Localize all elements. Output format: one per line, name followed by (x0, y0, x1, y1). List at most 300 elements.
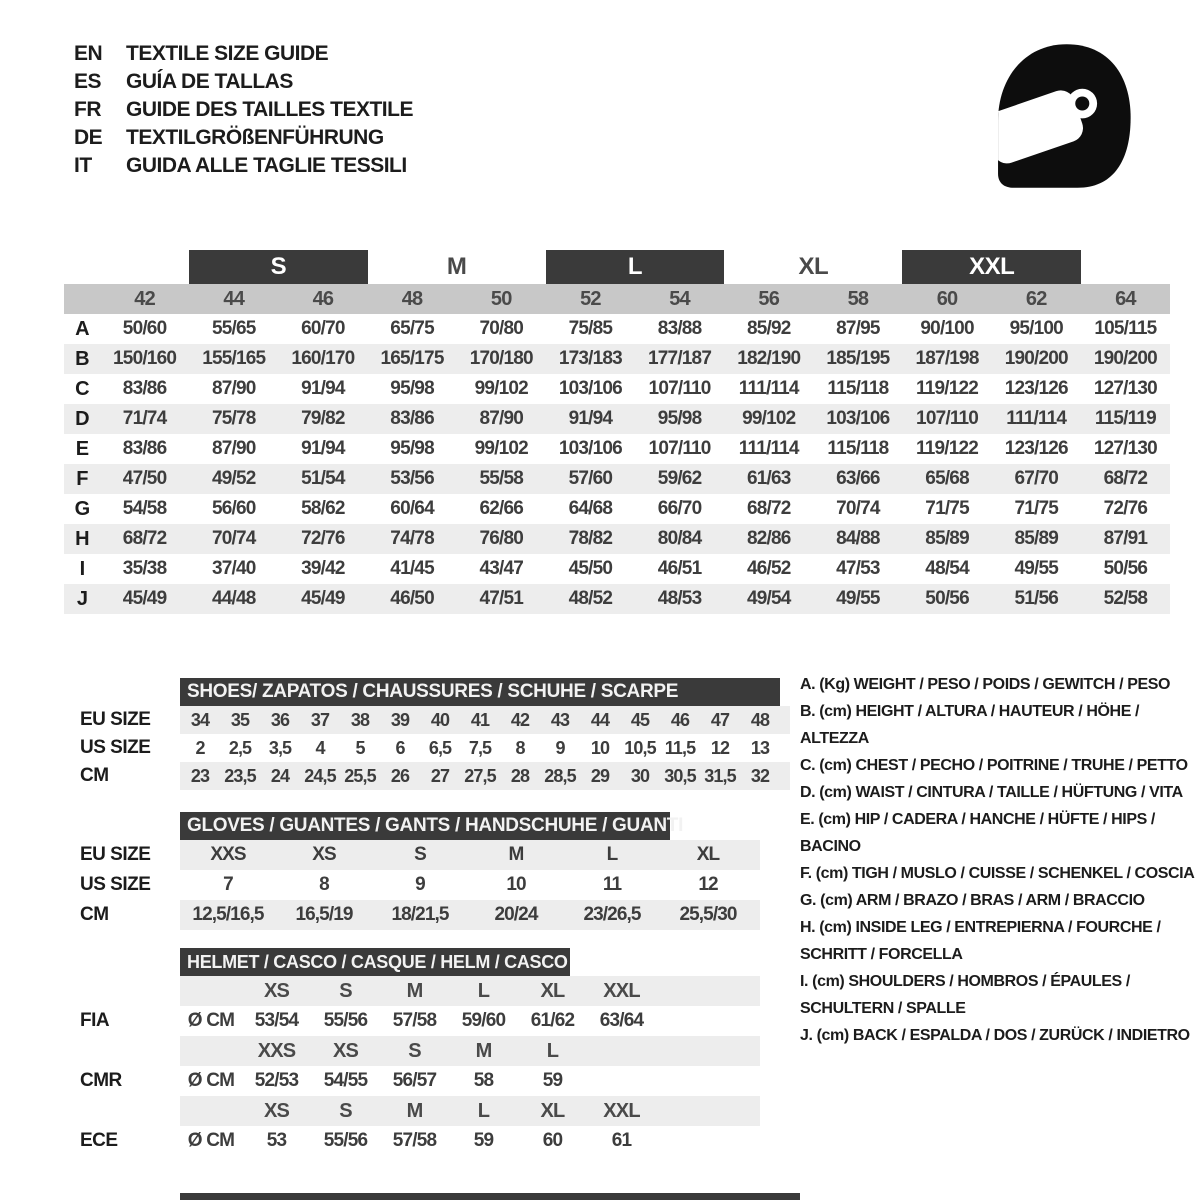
gloves-cell: 12,5/16,5 (192, 904, 264, 925)
helmet-standard-row (80, 1126, 760, 1156)
size-number: 48 (401, 287, 423, 310)
size-cell: 43/47 (479, 558, 524, 579)
size-cell: 70/80 (479, 318, 524, 339)
size-cell: 48/54 (925, 558, 969, 579)
standard-spacer (80, 1096, 180, 1126)
size-cell: 57/60 (568, 468, 613, 489)
size-cell: 54/58 (122, 498, 167, 519)
language-code: EN (74, 42, 103, 65)
size-cell: 99/102 (474, 378, 528, 399)
size-number: 54 (669, 287, 690, 310)
size-cell: 170/180 (469, 348, 533, 369)
shoes-cell: 8 (515, 737, 525, 758)
size-row (64, 554, 1170, 584)
language-code: DE (74, 126, 103, 149)
size-cell: 95/98 (390, 378, 434, 399)
shoes-values (180, 734, 790, 762)
gloves-row (80, 840, 760, 870)
size-cell: 55/58 (479, 468, 524, 489)
unit-spacer (180, 1036, 242, 1066)
helmet-size-label: XS (332, 1039, 359, 1062)
size-cell: 83/86 (122, 378, 167, 399)
shoes-cell: 29 (590, 765, 610, 786)
gloves-values (180, 840, 760, 870)
gloves-values (180, 900, 760, 930)
unit-label: Ø CM (187, 1130, 235, 1151)
helmet-section (80, 948, 760, 1156)
size-cell: 190/200 (1093, 348, 1157, 369)
gloves-cell: 16,5/19 (295, 904, 353, 925)
gloves-header-band: GLOVES / GUANTES / GANTS / HANDSCHUHE / GUANTI (180, 812, 670, 840)
size-cell: 68/72 (122, 528, 167, 549)
cropped-section-band (180, 1193, 800, 1200)
language-code: FR (74, 98, 101, 121)
shoes-cell: 12 (710, 737, 730, 758)
size-cell: 71/75 (1014, 498, 1059, 519)
size-cell: 67/70 (1014, 468, 1059, 489)
size-row-label: J (76, 587, 88, 610)
size-cell: 47/50 (122, 468, 167, 489)
shoes-header-band: SHOES/ ZAPATOS / CHAUSSURES / SCHUHE / SCARPE (180, 678, 780, 706)
size-number: 52 (580, 287, 601, 310)
shoes-cell: 39 (390, 709, 410, 730)
size-group-label: M (446, 253, 467, 280)
shoes-cell: 7,5 (468, 737, 492, 758)
size-cell: 87/90 (211, 438, 256, 459)
size-cell: 49/55 (836, 588, 880, 609)
size-number: 62 (1025, 287, 1047, 310)
shoes-cell: 2 (195, 737, 205, 758)
size-row-label: D (75, 407, 89, 430)
helmet-values (180, 1006, 760, 1036)
language-title: TEXTILE SIZE GUIDE (126, 42, 329, 65)
gloves-cell: 20/24 (494, 904, 538, 925)
helmet-cell: 59/60 (461, 1010, 506, 1031)
size-cell: 65/68 (925, 468, 969, 489)
size-cell: 48/52 (568, 588, 613, 609)
gloves-rows (80, 840, 760, 930)
size-cell: 91/94 (568, 408, 613, 429)
shoes-values (180, 706, 790, 734)
size-cell: 52/58 (1103, 588, 1148, 609)
size-row-label: I (79, 557, 85, 580)
helmet-cell: 61/62 (530, 1010, 575, 1031)
helmet-size-band (180, 1096, 760, 1126)
size-cell: 74/78 (390, 528, 434, 549)
size-cell: 91/94 (301, 438, 345, 459)
shoes-cell: 6 (395, 737, 405, 758)
size-cell: 107/110 (916, 408, 979, 429)
language-title: TEXTILGRÖßENFÜHRUNG (126, 126, 384, 149)
size-cell: 62/66 (479, 498, 524, 519)
helmet-rows (80, 976, 760, 1156)
shoes-cell: 30,5 (664, 765, 696, 786)
size-cell: 47/51 (479, 588, 524, 609)
gloves-cell: S (414, 844, 426, 865)
helmet-size-label: M (406, 979, 423, 1002)
helmet-standard-row (80, 1006, 760, 1036)
gloves-row (80, 870, 760, 900)
size-cell: 66/70 (657, 498, 702, 519)
size-cell: 107/110 (648, 438, 711, 459)
legend-item: A. (Kg) WEIGHT / PESO / POIDS / GEWITCH / PESO (800, 676, 1171, 693)
size-cell: 48/53 (657, 588, 702, 609)
legend-item: C. (cm) CHEST / PECHO / POITRINE / TRUHE / PETTO (800, 757, 1188, 774)
size-number: 60 (936, 287, 958, 310)
shoes-cell: 27 (430, 765, 450, 786)
size-cell: 155/165 (202, 348, 266, 369)
size-cell: 115/118 (827, 438, 889, 459)
size-number: 44 (223, 287, 245, 310)
size-cell: 95/98 (390, 438, 434, 459)
size-cell: 185/195 (826, 348, 890, 369)
size-cell: 76/80 (479, 528, 524, 549)
size-row-label: H (75, 527, 89, 550)
gloves-cell: 18/21,5 (391, 904, 449, 925)
shoes-cell: 23,5 (224, 765, 256, 786)
helmet-cell: 63/64 (599, 1010, 644, 1031)
shoes-cell: 23 (190, 765, 210, 786)
language-title: GUÍA DE TALLAS (126, 70, 293, 93)
size-cell: 72/76 (301, 528, 345, 549)
shoes-cell: 26 (390, 765, 410, 786)
size-cell: 45/49 (301, 588, 345, 609)
shoes-cell: 28 (510, 765, 530, 786)
helmet-size-label: M (475, 1039, 492, 1062)
size-cell: 187/198 (915, 348, 979, 369)
language-code: IT (74, 154, 92, 177)
size-cell: 60/70 (301, 318, 345, 339)
language-code: ES (74, 70, 102, 93)
size-number: 58 (847, 287, 869, 310)
size-cell: 35/38 (122, 558, 167, 579)
size-cell: 95/100 (1009, 318, 1063, 339)
helmet-cell: 60 (542, 1130, 563, 1151)
size-cell: 50/56 (925, 588, 969, 609)
legend-item: B. (cm) HEIGHT / ALTURA / HAUTEUR / HÖHE / ALTEZZA (800, 703, 1140, 747)
shoes-row-label: US SIZE (80, 737, 151, 758)
shoes-cell: 37 (310, 709, 330, 730)
size-row-label: B (75, 347, 89, 370)
unit-spacer (180, 1096, 242, 1126)
size-cell: 59/62 (657, 468, 702, 489)
helmet-size-label: XXS (257, 1039, 296, 1062)
size-cell: 47/53 (836, 558, 880, 579)
size-cell: 46/52 (746, 558, 791, 579)
shoes-cell: 31,5 (704, 765, 736, 786)
gloves-row-label: CM (80, 904, 109, 925)
language-row (74, 68, 413, 96)
shoes-row (80, 706, 790, 734)
size-cell: 111/114 (738, 438, 799, 459)
size-cell: 37/40 (211, 558, 256, 579)
shoes-row-label: CM (80, 765, 109, 786)
gloves-row (80, 900, 760, 930)
size-cell: 45/49 (122, 588, 167, 609)
helmet-cell: 54/55 (323, 1070, 368, 1091)
size-cell: 190/200 (1004, 348, 1068, 369)
size-group-label: XL (798, 253, 829, 280)
gloves-cell: 7 (223, 874, 233, 895)
helmet-cell: 55/56 (323, 1130, 368, 1151)
size-cell: 160/170 (291, 348, 355, 369)
size-cell: 64/68 (568, 498, 613, 519)
shoes-cell: 10 (590, 737, 610, 758)
size-row-label: G (74, 497, 90, 520)
size-cell: 61/63 (746, 468, 791, 489)
shoes-cell: 5 (355, 737, 365, 758)
size-number-band (64, 284, 1170, 314)
shoes-cell: 34 (190, 709, 210, 730)
helmet-header-band: HELMET / CASCO / CASQUE / HELM / CASCO (180, 948, 570, 976)
measurement-legend (800, 671, 1196, 1049)
legend-item: H. (cm) INSIDE LEG / ENTREPIERNA / FOURCHE / SCHRITT / FORCELLA (800, 919, 1161, 963)
helmet-size-label: XXL (603, 979, 640, 1002)
size-cell: 87/91 (1103, 528, 1148, 549)
language-title: GUIDA ALLE TAGLIE TESSILI (126, 154, 407, 177)
size-cell: 56/60 (211, 498, 256, 519)
size-cell: 123/126 (1004, 438, 1068, 459)
gloves-row-label: EU SIZE (80, 844, 151, 865)
shoes-cell: 13 (750, 737, 770, 758)
size-cell: 99/102 (474, 438, 528, 459)
size-cell: 70/74 (836, 498, 880, 519)
shoes-cell: 4 (315, 737, 325, 758)
shoes-cell: 6,5 (428, 737, 452, 758)
main-size-table (64, 250, 1170, 614)
helmet-values (180, 1126, 760, 1156)
size-cell: 60/64 (390, 498, 434, 519)
shoes-row (80, 762, 790, 790)
size-cell: 107/110 (648, 378, 711, 399)
size-cell: 46/51 (657, 558, 702, 579)
size-cell: 72/76 (1103, 498, 1148, 519)
helmet-cell: 59 (542, 1070, 563, 1091)
size-cell: 115/119 (1094, 408, 1156, 429)
gloves-cell: L (606, 844, 618, 865)
size-cell: 68/72 (746, 498, 791, 519)
size-cell: 84/88 (836, 528, 880, 549)
helmet-size-band (180, 976, 760, 1006)
standard-label: CMR (80, 1070, 122, 1091)
helmet-cell (587, 1066, 656, 1096)
size-cell: 75/78 (211, 408, 256, 429)
size-cell: 105/115 (1094, 318, 1157, 339)
size-cell: 103/106 (558, 438, 622, 459)
size-cell: 50/60 (122, 318, 167, 339)
language-row (74, 152, 413, 180)
helmet-size-label: L (477, 1099, 490, 1122)
gloves-row-label: US SIZE (80, 874, 151, 895)
legend-item: F. (cm) TIGH / MUSLO / CUISSE / SCHENKEL / COSCIA (800, 865, 1195, 882)
size-cell: 49/52 (211, 468, 256, 489)
size-group-row (64, 250, 1170, 284)
size-cell: 70/74 (211, 528, 256, 549)
helmet-cell: 57/58 (392, 1130, 437, 1151)
shoes-cell: 2,5 (228, 737, 252, 758)
size-cell: 119/122 (916, 378, 979, 399)
gloves-section (80, 812, 760, 930)
size-cell: 80/84 (657, 528, 702, 549)
size-number: 56 (758, 287, 780, 310)
size-cell: 87/90 (211, 378, 256, 399)
size-cell: 95/98 (657, 408, 702, 429)
size-cell: 71/75 (925, 498, 969, 519)
size-cell: 85/92 (746, 318, 791, 339)
size-cell: 71/74 (122, 408, 167, 429)
standard-label: ECE (80, 1130, 118, 1151)
helmet-size-band (180, 1036, 760, 1066)
visor-pivot-dot (1075, 97, 1089, 111)
shoes-cell: 42 (510, 709, 530, 730)
shoes-cell: 32 (750, 765, 770, 786)
size-cell: 150/160 (113, 348, 177, 369)
size-cell: 115/118 (827, 378, 889, 399)
helmet-size-label: XXL (603, 1099, 640, 1122)
helmet-cell: 52/53 (254, 1070, 299, 1091)
standard-spacer (80, 976, 180, 1006)
size-row (64, 494, 1170, 524)
size-cell: 87/90 (479, 408, 524, 429)
gloves-cell: 12 (698, 874, 718, 895)
helmet-values (180, 1066, 760, 1096)
size-number: 64 (1115, 287, 1136, 310)
size-cell: 82/86 (746, 528, 791, 549)
size-cell: 83/88 (657, 318, 702, 339)
size-row (64, 404, 1170, 434)
size-row (64, 584, 1170, 614)
gloves-cell: XL (696, 844, 720, 865)
size-cell: 79/82 (301, 408, 345, 429)
size-row (64, 344, 1170, 374)
size-cell: 83/86 (390, 408, 434, 429)
helmet-size-band-row (80, 1036, 760, 1066)
shoes-cell: 44 (590, 709, 610, 730)
legend-item: J. (cm) BACK / ESPALDA / DOS / ZURÜCK / INDIETRO (800, 1027, 1190, 1044)
shoes-cell: 28,5 (544, 765, 576, 786)
shoes-cell: 25,5 (344, 765, 376, 786)
helmet-size-band-row (80, 1096, 760, 1126)
size-row (64, 374, 1170, 404)
helmet-size-label (587, 1036, 656, 1066)
size-cell: 50/56 (1103, 558, 1148, 579)
size-cell: 78/82 (568, 528, 613, 549)
helmet-size-label: S (339, 979, 352, 1002)
size-cell: 65/75 (390, 318, 434, 339)
shoes-cell: 9 (555, 737, 565, 758)
size-cell: 119/122 (916, 438, 979, 459)
shoes-cell: 36 (270, 709, 290, 730)
size-row (64, 464, 1170, 494)
shoes-row (80, 734, 790, 762)
helmet-size-label: L (477, 979, 490, 1002)
language-row (74, 124, 413, 152)
size-number: 50 (490, 287, 512, 310)
standard-spacer (80, 1036, 180, 1066)
size-cell: 75/85 (568, 318, 613, 339)
size-cell: 127/130 (1093, 438, 1157, 459)
size-group-label: XXL (902, 250, 1080, 284)
size-cell: 53/56 (390, 468, 434, 489)
language-list (74, 40, 413, 180)
size-cell: 39/42 (301, 558, 345, 579)
shoes-cell: 38 (350, 709, 370, 730)
shoes-cell: 47 (710, 709, 730, 730)
size-cell: 99/102 (742, 408, 796, 429)
legend-item: E. (cm) HIP / CADERA / HANCHE / HÜFTE / HIPS / BACINO (800, 811, 1155, 855)
size-cell: 49/54 (746, 588, 791, 609)
size-cell: 165/175 (380, 348, 444, 369)
size-cell: 63/66 (836, 468, 880, 489)
unit-spacer (180, 976, 242, 1006)
shoes-cell: 27,5 (464, 765, 496, 786)
shoes-rows (80, 706, 790, 790)
helmet-cell: 53 (266, 1130, 287, 1151)
helmet-size-label: S (408, 1039, 421, 1062)
size-cell: 58/62 (301, 498, 345, 519)
size-rows (64, 314, 1170, 614)
shoes-row-label: EU SIZE (80, 709, 151, 730)
helmet-size-label: XS (263, 979, 290, 1002)
shoes-cell: 48 (750, 709, 770, 730)
size-row (64, 434, 1170, 464)
size-cell: 111/114 (738, 378, 799, 399)
size-row-label: C (75, 377, 89, 400)
helmet-cell: 58 (473, 1070, 494, 1091)
size-cell: 91/94 (301, 378, 345, 399)
helmet-size-label: XS (263, 1099, 290, 1122)
helmet-size-label: M (406, 1099, 423, 1122)
helmet-cell: 61 (611, 1130, 632, 1151)
legend-item: D. (cm) WAIST / CINTURA / TAILLE / HÜFTUNG / VITA (800, 784, 1183, 801)
size-row (64, 524, 1170, 554)
shoes-cell: 24 (270, 765, 290, 786)
shoes-section (80, 678, 790, 790)
size-cell: 44/48 (211, 588, 256, 609)
legend-item: I. (cm) SHOULDERS / HOMBROS / ÉPAULES / SCHULTERN / SPALLE (800, 973, 1130, 1017)
size-cell: 49/55 (1014, 558, 1059, 579)
language-title: GUIDE DES TAILLES TEXTILE (126, 98, 413, 121)
helmet-cell: 53/54 (254, 1010, 299, 1031)
size-cell: 177/187 (648, 348, 712, 369)
gloves-cell: 10 (506, 874, 526, 895)
shoes-cell: 46 (670, 709, 690, 730)
corner-cell (64, 284, 100, 314)
size-row-label: E (75, 437, 89, 460)
size-cell: 123/126 (1004, 378, 1068, 399)
size-cell: 111/114 (1006, 408, 1067, 429)
helmet-size-label: XL (540, 979, 565, 1002)
size-cell: 45/50 (568, 558, 613, 579)
shoes-cell: 3,5 (268, 737, 292, 758)
size-cell: 103/106 (558, 378, 622, 399)
size-group-label: S (189, 250, 367, 284)
unit-label: Ø CM (187, 1070, 235, 1091)
size-number: 46 (312, 287, 334, 310)
helmet-standard-row (80, 1066, 760, 1096)
size-cell: 85/89 (925, 528, 969, 549)
gloves-cell: 9 (415, 874, 425, 895)
gloves-cell: XXS (210, 844, 246, 865)
shoes-cell: 45 (630, 709, 650, 730)
size-cell: 83/86 (122, 438, 167, 459)
gloves-cell: 11 (602, 874, 622, 895)
size-cell: 51/56 (1014, 588, 1059, 609)
shoes-cell: 35 (230, 709, 250, 730)
helmet-size-label: XL (540, 1099, 565, 1122)
size-cell: 85/89 (1014, 528, 1059, 549)
shoes-cell: 40 (430, 709, 450, 730)
